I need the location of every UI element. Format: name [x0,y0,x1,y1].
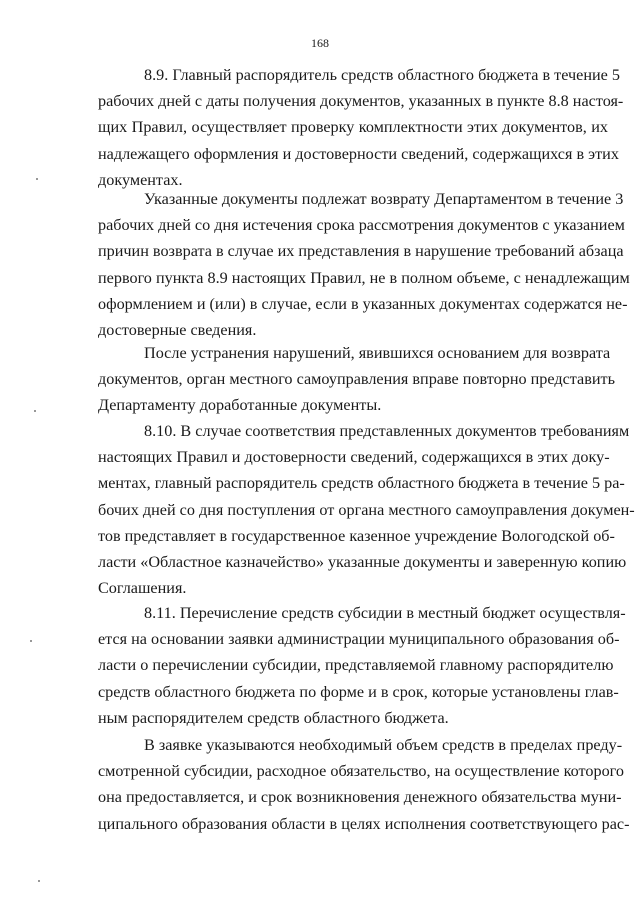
scan-speck [36,178,38,180]
text-line: В заявке указываются необходимый объем средств в пределах преду- [144,736,623,754]
text-line: Департаменту доработанные документы. [98,396,382,415]
paragraph-return-documents [98,186,630,343]
text-line: ным распорядителем средств областного бюджета. [98,708,449,727]
text-line: средств областного бюджета по форме и в срок, которые установлены глав- [98,682,619,701]
text-line: После устранения нарушений, явившихся основанием для возврата [144,344,611,362]
text-line: документов, орган местного самоуправления вправе повторно представить [98,370,615,389]
text-line: 8.9. Главный распорядитель средств областного бюджета в течение 5 [144,66,620,84]
text-line: смотренной субсидии, расходное обязательство, на осуществление которого [98,762,624,781]
text-line: щих Правил, осуществляет проверку комплектности этих документов, их [98,118,608,137]
scan-speck [34,410,36,412]
text-line: ласти о перечислении субсидии, представляемой главному распорядителю [98,656,614,675]
paragraph-8-11 [98,600,626,731]
text-line: первого пункта 8.9 настоящих Правил, не в полном объеме, с ненадлежащим [98,268,630,287]
text-line: настоящих Правил и достоверности сведений, содержащихся в этих доку- [98,448,610,467]
text-line: ципального образования области в целях исполнения соответствующего рас- [98,814,630,833]
text-line: тов представляет в государственное казенное учреждение Вологодской об- [98,526,615,545]
paragraph-8-9 [98,62,624,193]
text-line: причин возврата в случае их представления в нарушение требований абзаца [98,242,624,261]
text-line: рабочих дней с даты получения документов, указанных в пункте 8.8 настоя- [98,92,624,111]
text-line: ласти «Областное казначейство» указанные документы и заверенную копию [98,553,627,572]
paragraph-resubmission [98,340,615,419]
text-line: Соглашения. [98,579,187,598]
text-line: рабочих дней со дня истечения срока рассмотрения документов с указанием [98,216,625,235]
text-line: 8.10. В случае соответствия представленных документов требованиям [144,422,630,440]
text-line: достоверные сведения. [98,321,257,340]
text-line: ментах, главный распорядитель средств областного бюджета в течение 5 ра- [98,474,625,493]
paragraph-application [98,732,630,837]
paragraph-8-10 [98,418,635,601]
page-number: 168 [311,36,329,50]
text-line: Указанные документы подлежат возврату Департаментом в течение 3 [144,190,624,208]
text-line: 8.11. Перечисление средств субсидии в местный бюджет осуществля- [144,604,626,622]
text-line: она предоставляется, и срок возникновения денежного обязательства муни- [98,788,622,807]
scan-speck [30,640,32,642]
scan-speck [38,880,40,882]
text-line: оформлением и (или) в случае, если в указанных документах содержатся не- [98,294,628,313]
text-line: документах. [98,170,183,189]
text-line: надлежащего оформления и достоверности сведений, содержащихся в этих [98,144,619,163]
text-line: бочих дней со дня поступления от органа местного самоуправления докумен- [98,500,635,519]
text-line: ется на основании заявки администрации муниципального образования об- [98,630,620,649]
